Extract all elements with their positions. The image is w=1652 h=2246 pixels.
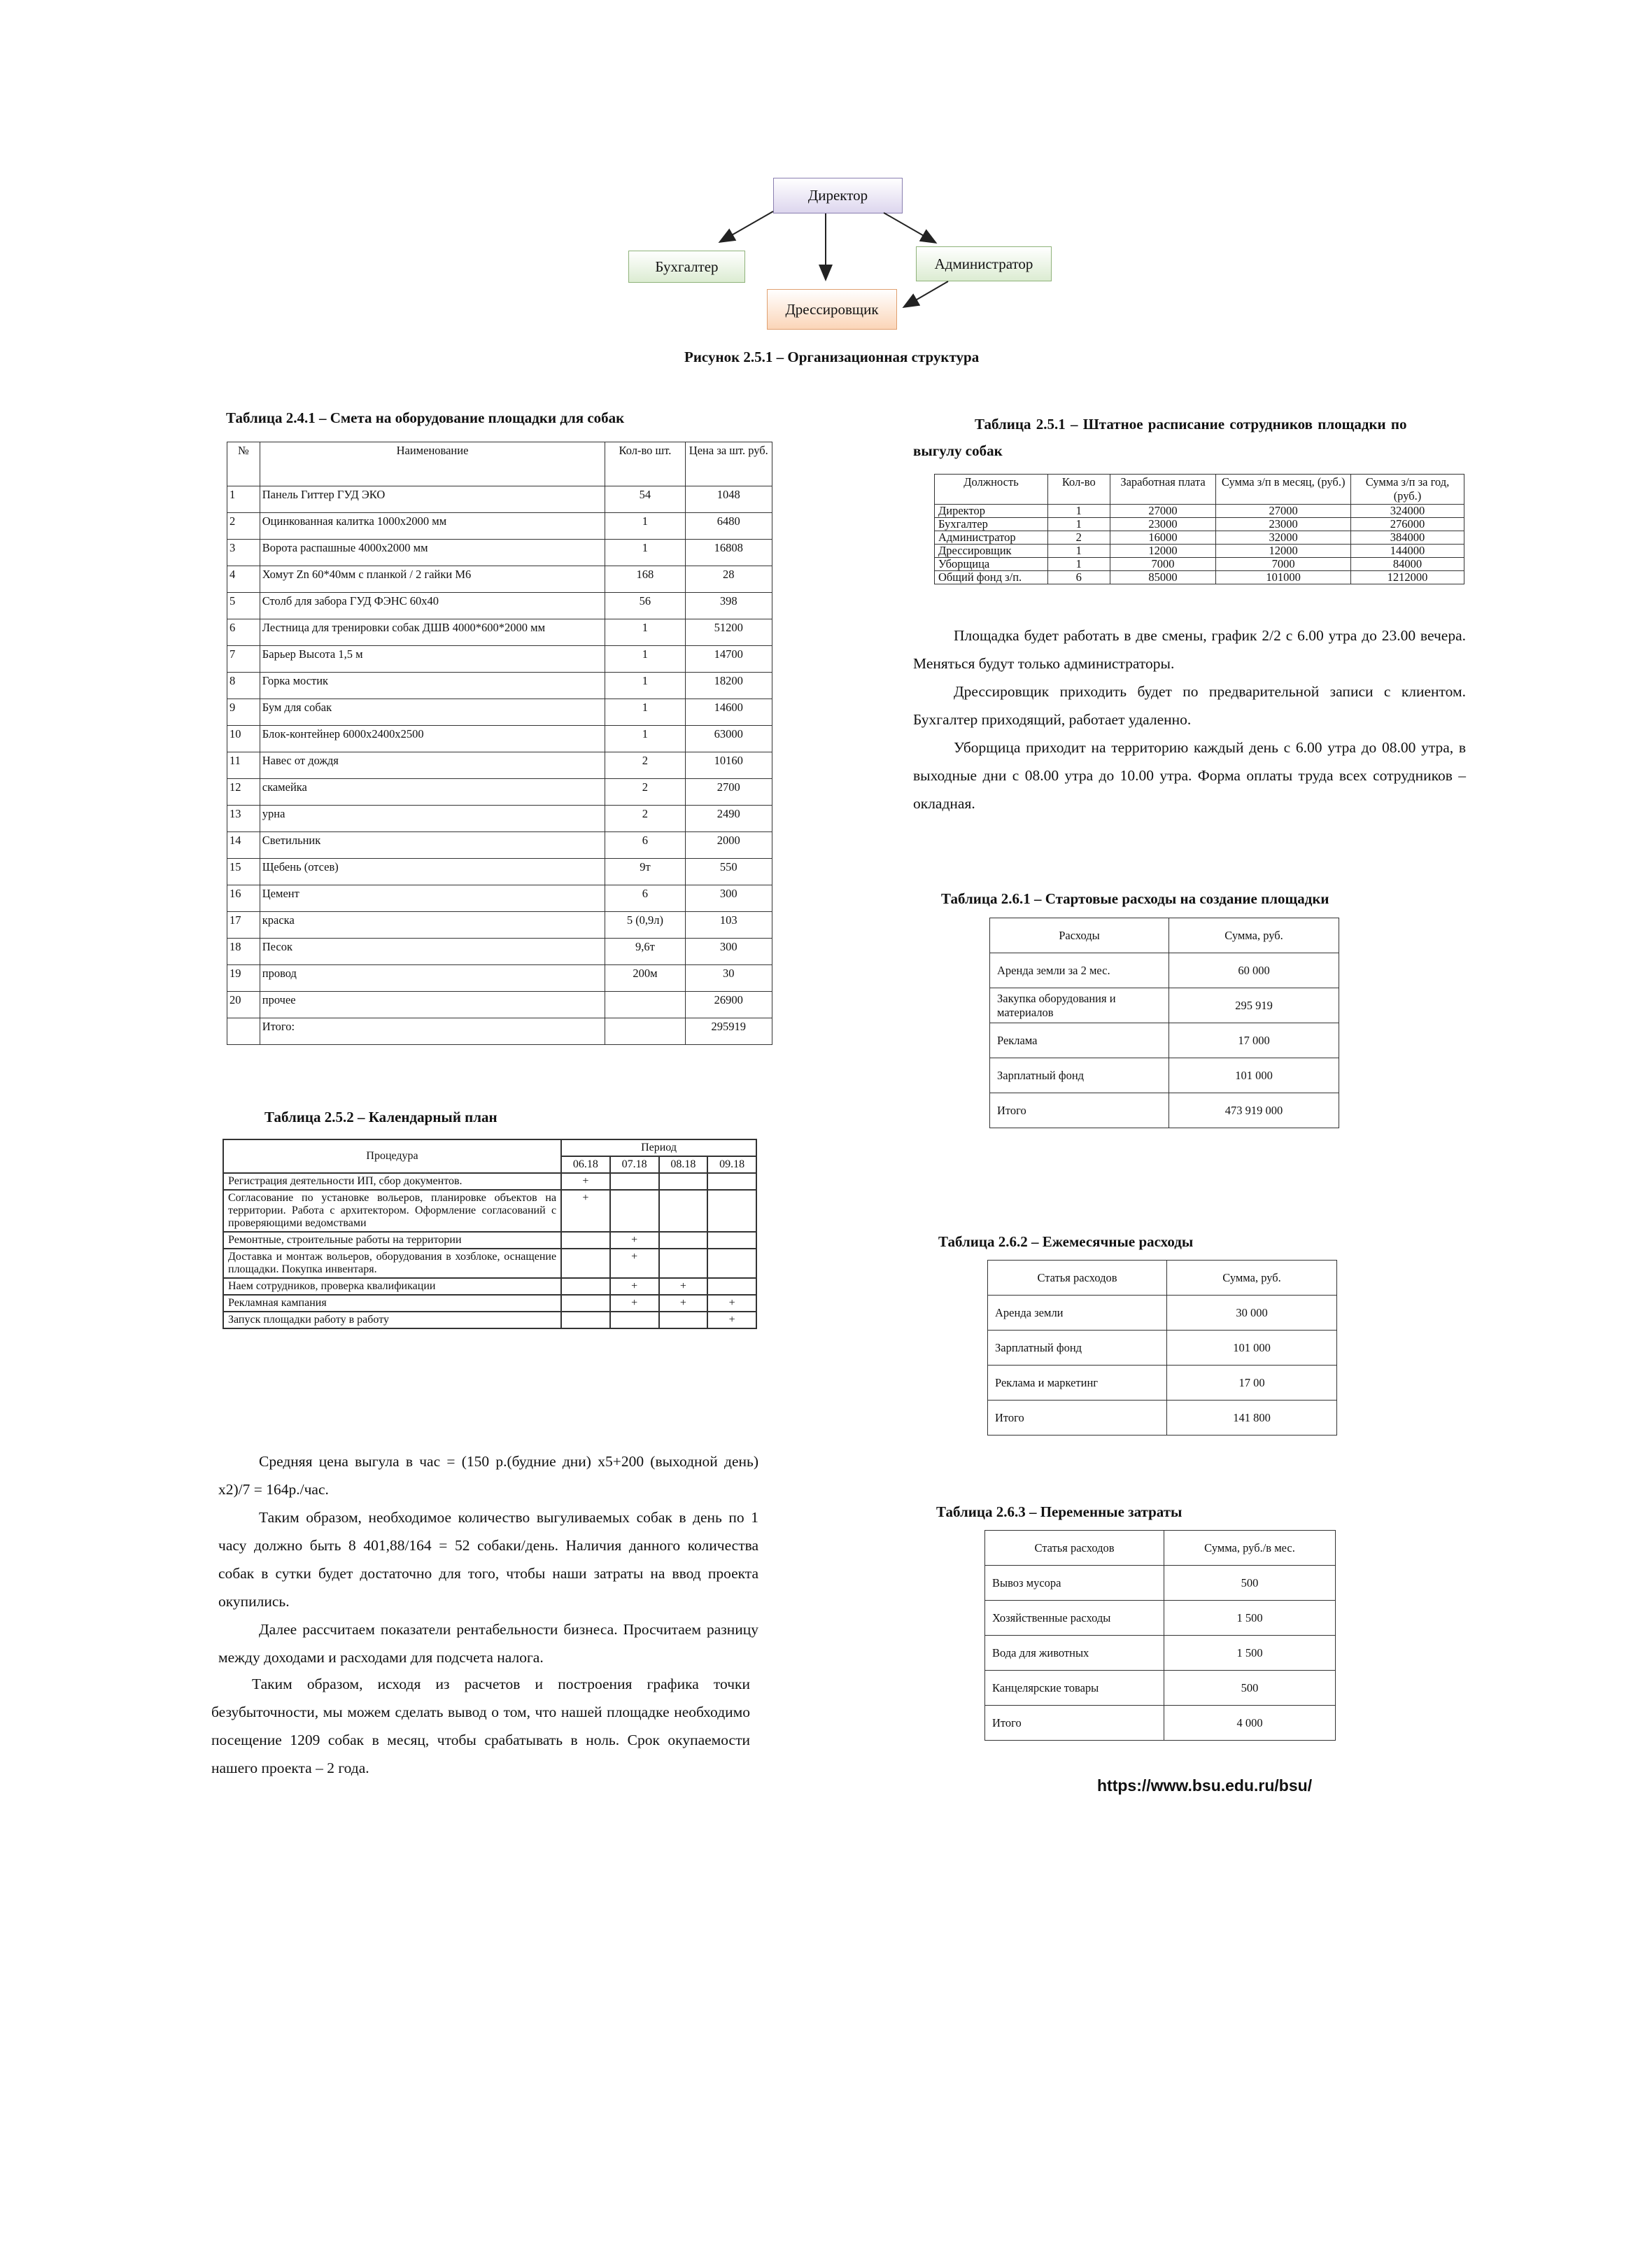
figure-caption: Рисунок 2.5.1 – Организационная структура [684,349,980,365]
table-cell: Хозяйственные расходы [985,1601,1164,1636]
table-cell: 9 [227,699,260,726]
table-cell: Панель Гиттер ГУД ЭКО [260,486,605,513]
table-cell: краска [260,912,605,939]
paragraph: Таким образом, необходимое количество выгуливаемых собак в день по 1 часу должно быть 8 401,88/164 = 52 собаки/день. Наличия данного количества собак в сутки будет достаточно для того, чтобы наши затраты на ввод проекта окупились. [218,1509,758,1610]
table-row [988,1401,1337,1436]
table-row [227,752,772,779]
table-cell: 101 000 [1169,1058,1339,1093]
period-mark [659,1232,708,1249]
table-row [227,779,772,806]
table-251-caption-line2: выгулу собак [913,442,1003,459]
table-row [988,1366,1337,1401]
monthly-costs-table [987,1260,1337,1436]
table-cell: Хомут Zn 60*40мм с планкой / 2 гайки М6 [260,566,605,593]
table-cell: Песок [260,939,605,965]
table-cell: Горка мостик [260,673,605,699]
table-row [227,673,772,699]
period-mark: + [561,1190,610,1232]
table-cell: 1212000 [1350,571,1464,584]
table-cell: 18200 [685,673,772,699]
period-header: 08.18 [659,1156,708,1173]
table-cell: 5 (0,9л) [605,912,685,939]
variable-costs-table [984,1530,1336,1741]
table-cell: 30 [685,965,772,992]
period-mark [659,1173,708,1190]
table-cell: Цемент [260,885,605,912]
table-row [227,486,772,513]
table-cell: 295 919 [1169,988,1339,1023]
period-header: 09.18 [707,1156,756,1173]
table-cell: Светильник [260,832,605,859]
table-cell: 473 919 000 [1169,1093,1339,1128]
period-mark: + [659,1278,708,1295]
table-cell: 500 [1164,1566,1336,1601]
table-cell: 51200 [685,619,772,646]
table-261-caption: Таблица 2.6.1 – Стартовые расходы на создание площадки [941,890,1329,907]
table-cell: 500 [1164,1671,1336,1706]
period-mark: + [610,1295,659,1312]
table-row [227,832,772,859]
table-row [935,531,1464,545]
period-mark: + [561,1173,610,1190]
period-mark [561,1295,610,1312]
procedure-cell: Наем сотрудников, проверка квалификации [223,1278,561,1295]
table-row [223,1232,756,1249]
left-text-conclusion [211,1670,750,1782]
table-row [988,1331,1337,1366]
paragraph: Уборщица приходит на территорию каждый день с 6.00 утра до 08.00 утра, в выходные дни с 08.00 утра до 10.00 утра. Форма оплаты труда всех сотрудников – окладная. [913,739,1466,812]
table-row [985,1671,1336,1706]
table-row [227,885,772,912]
table-cell: 6 [227,619,260,646]
table-251-caption-line1: Таблица 2.5.1 – Штатное расписание сотрудников площадки по [975,416,1407,433]
table-cell: 1 [1047,505,1110,518]
period-mark [707,1232,756,1249]
org-arrow-administrator [884,213,935,242]
table-252-caption: Таблица 2.5.2 – Календарный план [264,1109,497,1125]
table-cell: 85000 [1110,571,1216,584]
paragraph: Средняя цена выгула в час = (150 р.(будние дни) х5+200 (выходной день) х2)/7 = 164р./час. [218,1453,758,1498]
monthly-costs-body [988,1296,1337,1436]
table-row [227,566,772,593]
table-row [223,1249,756,1278]
right-text [913,622,1466,817]
table-cell: Реклама [990,1023,1169,1058]
table-row [227,646,772,673]
period-mark: + [610,1249,659,1278]
table-cell: 2 [605,752,685,779]
table-cell: Бум для собак [260,699,605,726]
org-trainer: Дрессировщик [767,289,897,330]
table-row [227,726,772,752]
staff-table-body [935,505,1464,584]
table-cell: Итого [990,1093,1169,1128]
table-cell: 1 [605,646,685,673]
table-cell: 56 [605,593,685,619]
table-cell: Аренда земли [988,1296,1167,1331]
equipment-table [227,442,772,1045]
procedure-cell: Регистрация деятельности ИП, сбор документов. [223,1173,561,1190]
table-cell: 14700 [685,646,772,673]
table-cell: Аренда земли за 2 мес. [990,953,1169,988]
period-mark [707,1249,756,1278]
col-header: Период [561,1139,756,1156]
table-cell: 1 [1047,545,1110,558]
table-cell: 1 500 [1164,1601,1336,1636]
table-row [990,953,1339,988]
table-263-caption: Таблица 2.6.3 – Переменные затраты [936,1503,1182,1520]
table-cell [227,1018,260,1045]
table-cell: Общий фонд з/п. [935,571,1048,584]
col-header: Процедура [223,1139,561,1173]
table-row [990,1058,1339,1093]
table-row [227,965,772,992]
table-cell: 200м [605,965,685,992]
table-cell: 1 [605,513,685,540]
procedure-cell: Запуск площадки работу в работу [223,1312,561,1328]
table-cell: Канцелярские товары [985,1671,1164,1706]
table-cell: 16000 [1110,531,1216,545]
col-header: № [227,442,260,486]
table-cell: 54 [605,486,685,513]
period-mark [610,1190,659,1232]
table-cell: 17 [227,912,260,939]
table-row [935,558,1464,571]
table-cell: 300 [685,885,772,912]
table-cell: Барьер Высота 1,5 м [260,646,605,673]
table-cell: 10 [227,726,260,752]
table-cell: 4 [227,566,260,593]
table-cell: 17 000 [1169,1023,1339,1058]
period-mark [610,1173,659,1190]
period-mark [561,1278,610,1295]
period-header: 07.18 [610,1156,659,1173]
table-cell: 4 000 [1164,1706,1336,1741]
col-header: Сумма з/п за год, (руб.) [1350,475,1464,505]
procedure-cell: Рекламная кампания [223,1295,561,1312]
col-header: Наименование [260,442,605,486]
procedure-cell: Ремонтные, строительные работы на территории [223,1232,561,1249]
table-row [990,1023,1339,1058]
table-cell: 398 [685,593,772,619]
col-header: Заработная плата [1110,475,1216,505]
table-cell: 7 [227,646,260,673]
table-cell: 12000 [1110,545,1216,558]
period-mark [659,1190,708,1232]
table-cell: 1 [605,699,685,726]
table-row [227,699,772,726]
table-cell: Итого [985,1706,1164,1741]
col-header: Статья расходов [988,1261,1167,1296]
staff-table [934,474,1464,584]
table-row [227,540,772,566]
table-cell: 1 [1047,518,1110,531]
table-cell: 1 [1047,558,1110,571]
col-header: Статья расходов [985,1531,1164,1566]
table-row [227,619,772,646]
table-row [985,1601,1336,1636]
left-text [218,1447,758,1671]
calendar-table-body [223,1173,756,1328]
table-cell: 2700 [685,779,772,806]
table-row [227,1018,772,1045]
table-row [227,859,772,885]
table-cell: 9,6т [605,939,685,965]
period-mark [561,1312,610,1328]
table-row [985,1706,1336,1741]
table-cell: Вода для животных [985,1636,1164,1671]
table-cell: 13 [227,806,260,832]
table-cell: 1 500 [1164,1636,1336,1671]
table-cell: Блок-контейнер 6000х2400х2500 [260,726,605,752]
table-row [935,545,1464,558]
table-241-caption: Таблица 2.4.1 – Смета на оборудование площадки для собак [226,409,625,426]
table-cell: 9т [605,859,685,885]
col-header: Кол-во [1047,475,1110,505]
org-arrow-accountant [721,211,773,241]
table-cell: 10160 [685,752,772,779]
table-cell: 1 [605,673,685,699]
paragraph: Площадка будет работать в две смены, график 2/2 с 6.00 утра до 23.00 вечера. Меняться будут только администраторы. [913,627,1466,672]
col-header: Сумма, руб./в мес. [1164,1531,1336,1566]
table-cell: 300 [685,939,772,965]
procedure-cell: Согласование по установке вольеров, планировке объектов на территории. Работа с архитектором. Оформление согласований с проверяющими ведомствами [223,1190,561,1232]
table-row [935,505,1464,518]
table-cell: Зарплатный фонд [990,1058,1169,1093]
period-mark: + [707,1312,756,1328]
table-cell: 384000 [1350,531,1464,545]
period-mark [707,1278,756,1295]
col-header: Расходы [990,918,1169,953]
table-cell: Уборщица [935,558,1048,571]
table-cell [605,1018,685,1045]
org-arrow-admin-trainer [905,281,948,307]
table-cell: 141 800 [1167,1401,1337,1436]
table-cell: Навес от дождя [260,752,605,779]
table-cell: 14 [227,832,260,859]
table-cell: 2 [1047,531,1110,545]
table-cell: Реклама и маркетинг [988,1366,1167,1401]
table-cell: 16808 [685,540,772,566]
procedure-cell: Доставка и монтаж вольеров, оборудования в хозблоке, оснащение площадки. Покупка инвентаря. [223,1249,561,1278]
table-cell: 144000 [1350,545,1464,558]
period-mark [561,1249,610,1278]
paragraph: Таким образом, исходя из расчетов и построения графика точки безубыточности, мы можем сделать вывод о том, что нашей площадке необходимо посещение 1209 собак в месяц, чтобы срабатывать в ноль. Срок окупаемости нашего проекта – 2 года. [211,1676,750,1776]
table-cell: 295919 [685,1018,772,1045]
table-row [223,1278,756,1295]
table-row [985,1636,1336,1671]
table-cell: прочее [260,992,605,1018]
table-cell: 1048 [685,486,772,513]
period-mark [561,1232,610,1249]
table-cell: 12 [227,779,260,806]
paragraph: Дрессировщик приходить будет по предварительной записи с клиентом. Бухгалтер приходящий, работает удаленно. [913,683,1466,728]
table-cell: 550 [685,859,772,885]
table-cell: 6 [605,832,685,859]
table-cell: Итого [988,1401,1167,1436]
table-row [227,992,772,1018]
table-cell: 32000 [1216,531,1351,545]
table-cell: Вывоз мусора [985,1566,1164,1601]
table-cell: Дрессировщик [935,545,1048,558]
table-cell: 103 [685,912,772,939]
table-cell: 6480 [685,513,772,540]
table-cell: Оцинкованная калитка 1000х2000 мм [260,513,605,540]
table-cell: 28 [685,566,772,593]
period-mark [707,1173,756,1190]
paragraph: Далее рассчитаем показатели рентабельности бизнеса. Просчитаем разницу между доходами и расходами для подсчета налога. [218,1621,758,1666]
table-cell: 6 [1047,571,1110,584]
table-cell: 20 [227,992,260,1018]
table-cell: 101000 [1216,571,1351,584]
table-cell: Бухгалтер [935,518,1048,531]
col-header: Цена за шт. руб. [685,442,772,486]
startup-costs-body [990,953,1339,1128]
table-cell: 324000 [1350,505,1464,518]
table-cell: 27000 [1216,505,1351,518]
table-cell: 16 [227,885,260,912]
table-cell: 1 [605,540,685,566]
source-url[interactable]: https://www.bsu.edu.ru/bsu/ [1097,1776,1313,1795]
period-mark [610,1312,659,1328]
equipment-table-body [227,486,772,1045]
table-cell: Закупка оборудования и материалов [990,988,1169,1023]
table-cell: 1 [605,726,685,752]
table-cell: 1 [605,619,685,646]
table-row [988,1296,1337,1331]
table-cell: 7000 [1216,558,1351,571]
table-row [227,939,772,965]
startup-costs-table [989,918,1339,1128]
table-cell: 15 [227,859,260,885]
table-row [223,1295,756,1312]
table-cell: 168 [605,566,685,593]
table-cell: 63000 [685,726,772,752]
table-cell: 11 [227,752,260,779]
table-cell: 12000 [1216,545,1351,558]
col-header: Сумма з/п в месяц, (руб.) [1216,475,1351,505]
table-row [990,1093,1339,1128]
table-cell: Администратор [935,531,1048,545]
table-cell: провод [260,965,605,992]
table-cell: 6 [605,885,685,912]
org-connectors [0,0,1652,350]
table-cell: 18 [227,939,260,965]
period-mark: + [610,1232,659,1249]
table-cell: 23000 [1216,518,1351,531]
table-cell: 2490 [685,806,772,832]
col-header: Сумма, руб. [1167,1261,1337,1296]
table-cell: Ворота распашные 4000х2000 мм [260,540,605,566]
table-row [985,1566,1336,1601]
table-cell: 14600 [685,699,772,726]
table-row [223,1190,756,1232]
period-mark: + [707,1295,756,1312]
period-mark: + [659,1295,708,1312]
table-cell: 27000 [1110,505,1216,518]
table-cell: 2 [227,513,260,540]
table-cell: 2 [605,779,685,806]
table-cell: Итого: [260,1018,605,1045]
table-cell: 17 00 [1167,1366,1337,1401]
org-administrator: Администратор [916,246,1052,281]
period-mark: + [610,1278,659,1295]
org-accountant: Бухгалтер [628,251,745,283]
table-cell: Лестница для тренировки собак ДШВ 4000*600*2000 мм [260,619,605,646]
table-cell [605,992,685,1018]
table-cell: 30 000 [1167,1296,1337,1331]
table-cell: 2000 [685,832,772,859]
period-mark [707,1190,756,1232]
org-director: Директор [773,178,903,213]
table-row [990,988,1339,1023]
table-row [227,912,772,939]
table-cell: Директор [935,505,1048,518]
table-cell: 101 000 [1167,1331,1337,1366]
period-header: 06.18 [561,1156,610,1173]
table-row [935,518,1464,531]
table-cell: 19 [227,965,260,992]
table-cell: 84000 [1350,558,1464,571]
table-row [227,513,772,540]
table-row [935,571,1464,584]
table-cell: скамейка [260,779,605,806]
period-mark [659,1249,708,1278]
table-cell: Щебень (отсев) [260,859,605,885]
table-cell: 1 [227,486,260,513]
col-header: Сумма, руб. [1169,918,1339,953]
col-header: Должность [935,475,1048,505]
table-row [227,593,772,619]
table-cell: 23000 [1110,518,1216,531]
col-header: Кол-во шт. [605,442,685,486]
table-cell: 60 000 [1169,953,1339,988]
table-cell: 2 [605,806,685,832]
table-row [227,806,772,832]
table-cell: 7000 [1110,558,1216,571]
table-cell: 8 [227,673,260,699]
table-row [223,1173,756,1190]
table-cell: Столб для забора ГУД ФЭНС 60х40 [260,593,605,619]
table-cell: 5 [227,593,260,619]
table-262-caption: Таблица 2.6.2 – Ежемесячные расходы [938,1233,1194,1250]
variable-costs-body [985,1566,1336,1741]
calendar-table [223,1139,757,1329]
table-cell: 276000 [1350,518,1464,531]
table-row [223,1312,756,1328]
period-mark [659,1312,708,1328]
table-cell: Зарплатный фонд [988,1331,1167,1366]
table-cell: 3 [227,540,260,566]
table-cell: 26900 [685,992,772,1018]
table-cell: урна [260,806,605,832]
